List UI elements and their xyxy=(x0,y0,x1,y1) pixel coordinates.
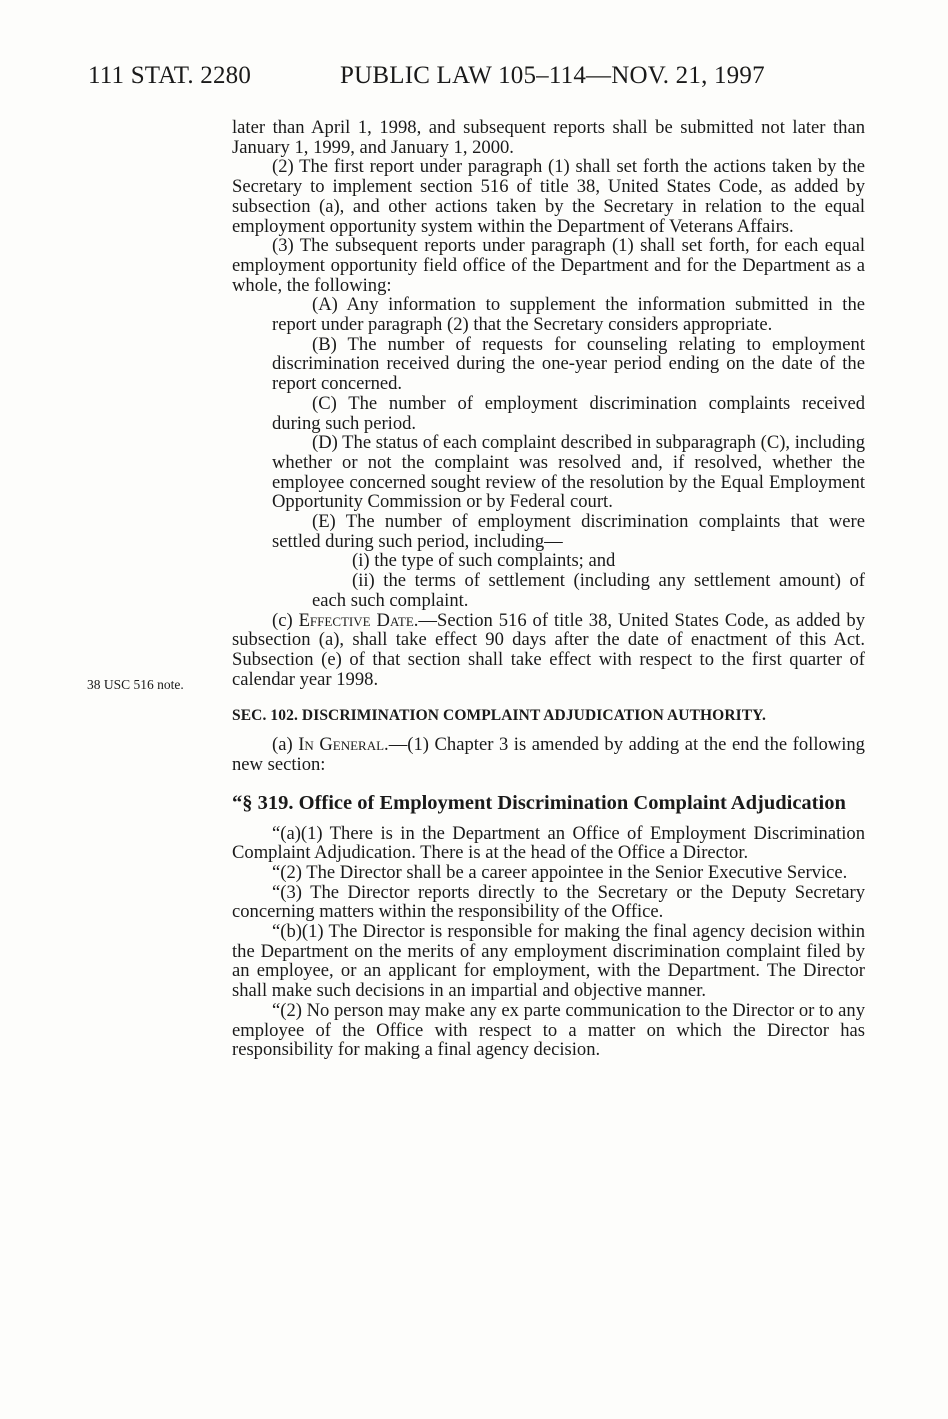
subsection-c-text: .—Section 516 of title 38, United States Code, as added by subsection (a), shall take effect 90 days after the date of enactment of this Act. Subsection (e) of that section shall take effect with respect to the first quarter of calendar year 1998. xyxy=(232,609,865,690)
clause-i: (i) the type of such complaints; and xyxy=(352,550,616,572)
page-stat-citation: 111 STAT. 2280 xyxy=(88,62,252,89)
subsection-a-lead: (a) xyxy=(272,734,299,756)
clause-ii: (ii) the terms of settlement (including any settlement amount) of each such complaint. xyxy=(312,570,865,611)
quoted-b1: “(b)(1) The Director is responsible for making the final agency decision within the Department on the merits of any employment discrimination complaint filed by an employee, or an applicant for employment, with the Department. The Director shall make such decisions in an impartial and objective manner. xyxy=(232,921,865,1002)
subparagraph-b: (B) The number of requests for counseling relating to employment discrimination received during the one-year period ending on the date of the report concerned. xyxy=(272,333,865,395)
paragraph-3: (3) The subsequent reports under paragraph (1) shall set forth, for each equal employment opportunity field office of the Department and for the Department as a whole, the following: xyxy=(232,235,865,296)
subparagraph-c: (C) The number of employment discrimination complaints received during such period. xyxy=(272,392,865,434)
section-319-title: “§ 319. Office of Employment Discrimination Complaint Adjudication xyxy=(232,791,846,814)
subsection-c-lead: (c) xyxy=(272,609,299,631)
paragraph-2: (2) The first report under paragraph (1) shall set forth the actions taken by the Secretary to implement section 516 of title 38, United States Code, as added by subsection (a), and other actions taken by the Secretary in relation to the equal employment opportunity system within the Department of Veterans Affairs. xyxy=(232,156,865,237)
document-body xyxy=(232,118,865,1060)
paragraph-continuation: later than April 1, 1998, and subsequent reports shall be submitted not later than January 1, 1999, and January 1, 2000. xyxy=(232,117,865,158)
subparagraph-d: (D) The status of each complaint described in subparagraph (C), including whether or not the complaint was resolved and, if resolved, whether the employee concerned sought review of the resolution by the Equal Employment Opportunity Commission or by Federal court. xyxy=(272,432,865,513)
subsection-a-in-general xyxy=(232,735,865,774)
quoted-a1: “(a)(1) There is in the Department an Office of Employment Discrimination Complaint Adjudication. There is at the head of the Office a Director. xyxy=(232,822,865,864)
page-law-header: PUBLIC LAW 105–114—NOV. 21, 1997 xyxy=(340,62,765,89)
subsection-a-text: .—(1) Chapter 3 is amended by adding at the end the following new section: xyxy=(232,734,865,775)
subsection-c-heading: Effective Date xyxy=(298,609,414,631)
margin-note: 38 USC 516 note. xyxy=(87,677,184,692)
subsection-c-effective-date xyxy=(232,611,865,690)
subparagraph-a: (A) Any information to supplement the information submitted in the report under paragraph (2) that the Secretary considers appropriate. xyxy=(272,294,865,336)
quoted-a2: “(2) The Director shall be a career appointee in the Senior Executive Service. xyxy=(272,861,848,883)
subparagraph-e: (E) The number of employment discrimination complaints that were settled during such period, including— xyxy=(272,511,865,552)
quoted-b2: “(2) No person may make any ex parte communication to the Director or to any employee of the Office with respect to a matter on which the Director has responsibility for making a final agency decision. xyxy=(232,999,865,1061)
subsection-a-heading: In General xyxy=(298,734,385,756)
section-102-heading: SEC. 102. DISCRIMINATION COMPLAINT ADJUDICATION AUTHORITY. xyxy=(232,707,767,725)
quoted-a3: “(3) The Director reports directly to the Secretary or the Deputy Secretary concerning matters within the responsibility of the Office. xyxy=(232,881,865,923)
